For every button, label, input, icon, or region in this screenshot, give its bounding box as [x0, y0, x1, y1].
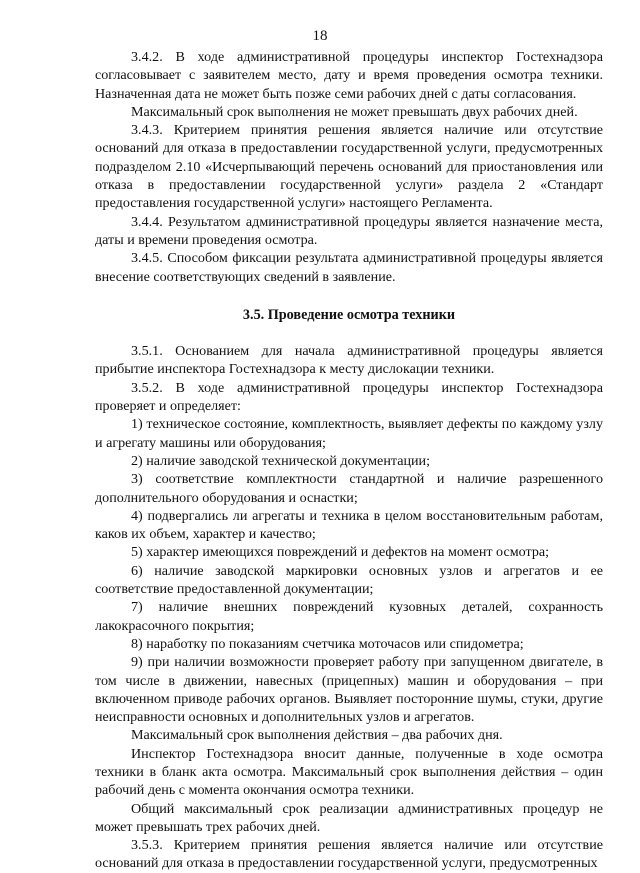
list-item: 5) характер имеющихся повреждений и дефектов на момент осмотра; [131, 544, 550, 561]
paragraph: Максимальный срок выполнения действия – два рабочих дня. [131, 727, 503, 744]
page-number: 18 [312, 28, 328, 44]
paragraph: Максимальный срок выполнения не может превышать двух рабочих дней. [131, 103, 578, 120]
list-item: 9) при наличии возможности проверяет работу при запущенном двигателе, в том числе в движении, навесных (прицепных) машин и оборудования – при включенном приводе рабочих органов. Выявляет посторонние шумы, стуки, другие неисправности основных и дополнительных узлов и агрегатов. [95, 654, 603, 726]
list-item: 8) наработку по показаниям счетчика моточасов или спидометра; [131, 635, 524, 652]
paragraph: Общий максимальный срок реализации административных процедур не может превышать трех рабочих дней. [95, 800, 603, 835]
paragraph: 3.5.2. В ходе административной процедуры инспектор Гостехнадзора проверяет и определяет: [95, 379, 603, 415]
paragraph: 3.4.3. Критерием принятия решения является наличие или отсутствие оснований для отказа в предоставлении государственной услуги, предусмотренных подразделом 2.10 «Исчерпывающий перечень оснований для приостановления или отказа в предоставлении государственной услуги» раздела 2 «Стандарт предоставления государственной услуги» настоящего Регламента. [95, 122, 603, 212]
list-item: 4) подвергались ли агрегаты и техника в целом восстановительным работам, каков их объем, характер и качество; [95, 507, 603, 543]
section-heading: 3.5. Проведение осмотра техники [242, 306, 456, 323]
list-item: 1) техническое состояние, комплектность, выявляет дефекты по каждому узлу и агрегату машины или оборудования; [95, 416, 603, 451]
list-item: 2) наличие заводской технической документации; [131, 452, 430, 469]
paragraph: 3.4.2. В ходе административной процедуры инспектор Гостехнадзора согласовывает с заявителем место, дату и время проведения осмотра техники. Назначенная дата не может быть позже семи рабочих дней с даты согласования. [95, 49, 603, 102]
paragraph: 3.4.4. Результатом административной процедуры является назначение места, даты и времени проведения осмотра. [95, 213, 603, 248]
paragraph: Инспектор Гостехнадзора вносит данные, полученные в ходе осмотра техники в бланк акта осмотра. Максимальный срок выполнения действия – один рабочий день с момента окончания осмотра техники. [95, 745, 603, 799]
paragraph: 3.5.3. Критерием принятия решения является наличие или отсутствие оснований для отказа в предоставлении государственной услуги, предусмотренных [95, 837, 603, 872]
list-item: 7) наличие внешних повреждений кузовных деталей, сохранность лакокрасочного покрытия; [95, 599, 603, 634]
list-item: 6) наличие заводской маркировки основных узлов и агрегатов и ее соответствие предоставленной документации; [95, 562, 603, 598]
paragraph: 3.4.5. Способом фиксации результата административной процедуры является внесение соответствующих сведений в заявление. [95, 250, 603, 285]
document-body [95, 48, 603, 873]
list-item: 3) соответствие комплектности стандартной и наличие разрешенного дополнительного оборудования и оснастки; [95, 471, 603, 506]
paragraph: 3.5.1. Основанием для начала административной процедуры является прибытие инспектора Гостехнадзора к месту дислокации техники. [95, 343, 603, 378]
